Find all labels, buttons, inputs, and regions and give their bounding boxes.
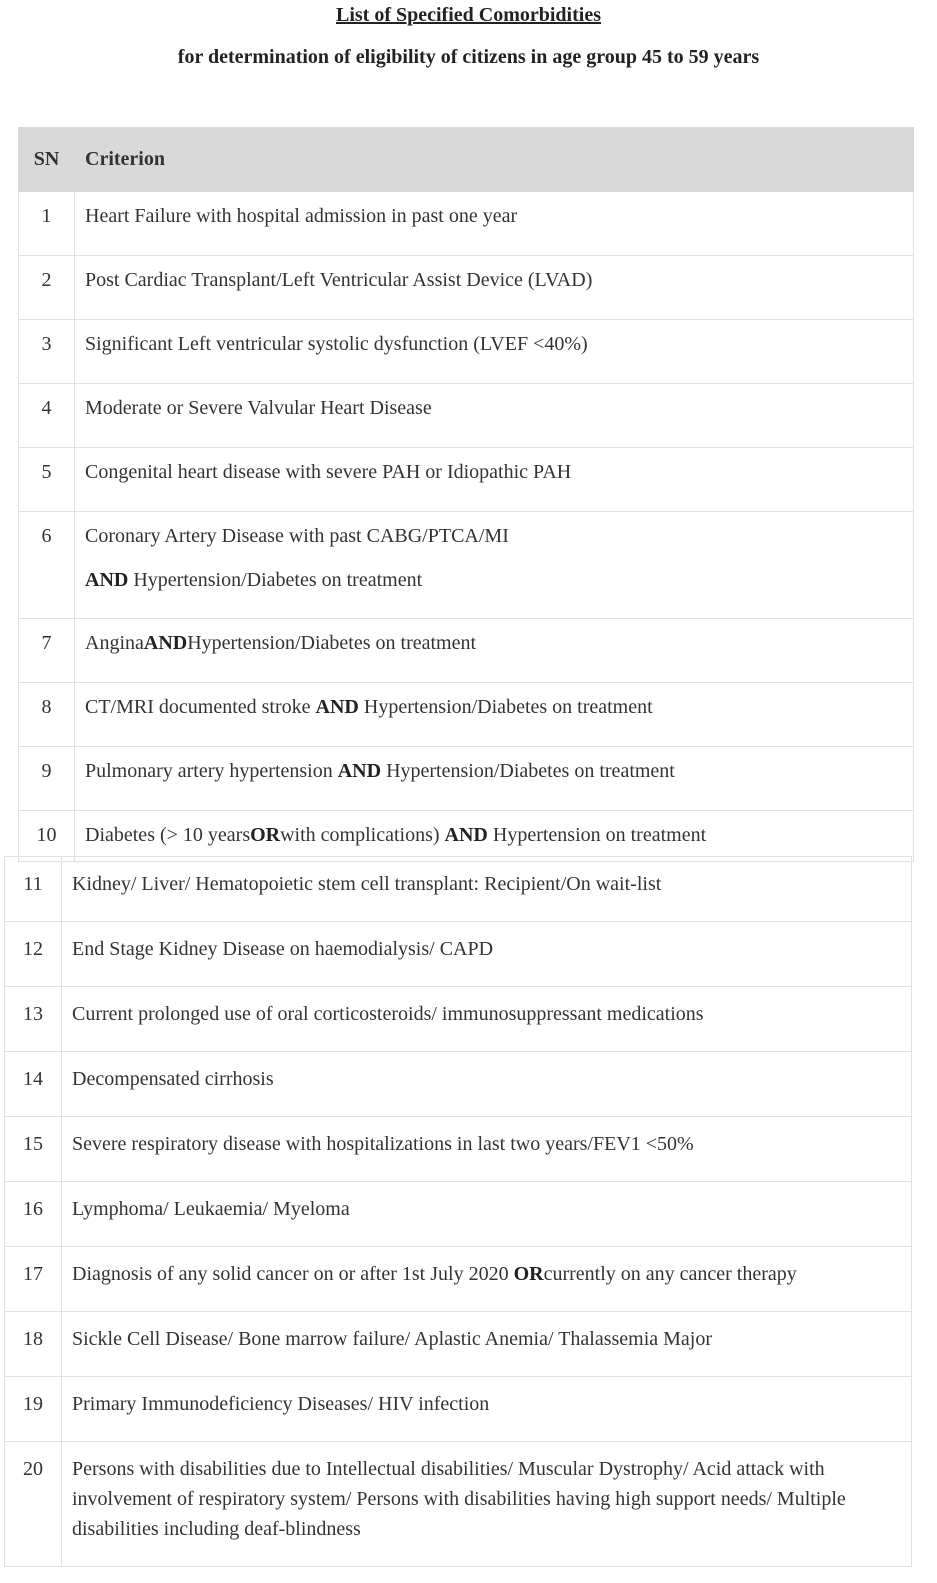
- table-row: [19, 747, 914, 811]
- table-row: [5, 1377, 912, 1442]
- table-row: [19, 448, 914, 512]
- row-sn: 17: [5, 1247, 62, 1312]
- row-criterion: Heart Failure with hospital admission in past one year: [75, 192, 914, 256]
- row-sn: 20: [5, 1442, 62, 1567]
- table-row: [19, 512, 914, 619]
- row-sn: 3: [19, 320, 75, 384]
- document-subtitle: for determination of eligibility of citizens in age group 45 to 59 years: [177, 46, 760, 68]
- row-criterion: Significant Left ventricular systolic dysfunction (LVEF <40%): [75, 320, 914, 384]
- table-row: [5, 1182, 912, 1247]
- row-sn: 15: [5, 1117, 62, 1182]
- row-sn: 4: [19, 384, 75, 448]
- comorbidities-table-part-2: [4, 856, 912, 1567]
- row-criterion: CT/MRI documented stroke AND Hypertension/Diabetes on treatment: [75, 683, 914, 747]
- row-criterion: AnginaANDHypertension/Diabetes on treatment: [75, 619, 914, 683]
- row-criterion: Persons with disabilities due to Intellectual disabilities/ Muscular Dystrophy/ Acid attack with involvement of respiratory system/ Persons with disabilities having high support needs/ Multiple disabilities including deaf-blindness: [62, 1442, 912, 1567]
- table-row: [5, 922, 912, 987]
- row-criterion: Sickle Cell Disease/ Bone marrow failure/ Aplastic Anemia/ Thalassemia Major: [62, 1312, 912, 1377]
- table-row: [19, 320, 914, 384]
- row-sn: 11: [5, 857, 62, 922]
- table-row: [19, 192, 914, 256]
- table-row: [19, 619, 914, 683]
- table-row: [19, 384, 914, 448]
- row-sn: 14: [5, 1052, 62, 1117]
- row-criterion: Lymphoma/ Leukaemia/ Myeloma: [62, 1182, 912, 1247]
- row-criterion: Current prolonged use of oral corticosteroids/ immunosuppressant medications: [62, 987, 912, 1052]
- table-row: [5, 857, 912, 922]
- document-title: List of Specified Comorbidities: [336, 4, 601, 26]
- row-sn: 7: [19, 619, 75, 683]
- row-sn: 2: [19, 256, 75, 320]
- table-row: [19, 683, 914, 747]
- row-sn: 19: [5, 1377, 62, 1442]
- comorbidities-table-part-1: [18, 127, 914, 862]
- table-row: [5, 987, 912, 1052]
- row-sn: 12: [5, 922, 62, 987]
- row-sn: 13: [5, 987, 62, 1052]
- header-sn: SN: [19, 128, 75, 192]
- row-sn: 6: [19, 512, 75, 619]
- row-criterion: Post Cardiac Transplant/Left Ventricular Assist Device (LVAD): [75, 256, 914, 320]
- row-sn: 5: [19, 448, 75, 512]
- table-row: [19, 256, 914, 320]
- row-criterion: Pulmonary artery hypertension AND Hypertension/Diabetes on treatment: [75, 747, 914, 811]
- table-row: [5, 1117, 912, 1182]
- row-criterion: Severe respiratory disease with hospitalizations in last two years/FEV1 <50%: [62, 1117, 912, 1182]
- row-criterion: Diabetes (> 10 yearsORwith complications) AND Hypertension on treatment: [75, 811, 914, 862]
- row-criterion: Moderate or Severe Valvular Heart Disease: [75, 384, 914, 448]
- row-sn: 8: [19, 683, 75, 747]
- row-criterion: Diagnosis of any solid cancer on or after 1st July 2020 ORcurrently on any cancer therapy: [62, 1247, 912, 1312]
- row-criterion: Primary Immunodeficiency Diseases/ HIV infection: [62, 1377, 912, 1442]
- table-row: [19, 811, 914, 862]
- header-criterion: Criterion: [75, 128, 914, 192]
- row-sn: 16: [5, 1182, 62, 1247]
- table-row: [5, 1247, 912, 1312]
- row-criterion: Decompensated cirrhosis: [62, 1052, 912, 1117]
- table-row: [5, 1442, 912, 1567]
- row-sn: 1: [19, 192, 75, 256]
- row-criterion: End Stage Kidney Disease on haemodialysis/ CAPD: [62, 922, 912, 987]
- row-criterion: Kidney/ Liver/ Hematopoietic stem cell transplant: Recipient/On wait-list: [62, 857, 912, 922]
- row-criterion: Coronary Artery Disease with past CABG/PTCA/MI AND Hypertension/Diabetes on treatment: [75, 512, 914, 619]
- table-row: [5, 1052, 912, 1117]
- table-header-row: [19, 128, 914, 192]
- row-sn: 10: [19, 811, 75, 862]
- row-sn: 9: [19, 747, 75, 811]
- row-sn: 18: [5, 1312, 62, 1377]
- table-row: [5, 1312, 912, 1377]
- row-criterion: Congenital heart disease with severe PAH or Idiopathic PAH: [75, 448, 914, 512]
